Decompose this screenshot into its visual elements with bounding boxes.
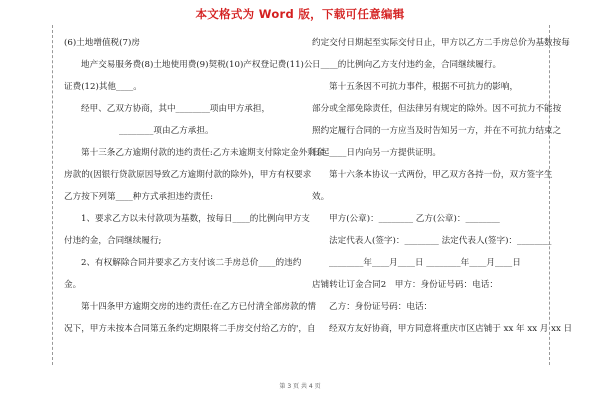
signature-line: 法定代表人(签字)：________ 法定代表人(签字)：________: [329, 236, 552, 246]
left-line: ________项由乙方承担。: [119, 126, 214, 136]
left-line: 1、要求乙方以未付款项为基数，按每日____的比例向甲方支: [81, 214, 310, 224]
right-line: 经双方友好协商，甲方同意将重庆市区店铺于 xx 年 xx 月 xx 日: [329, 324, 573, 334]
left-line: 第十四条甲方逾期交房的违约责任:在乙方已付清全部房款的情: [81, 302, 316, 312]
right-line: 乙方：身份证号码：电话：: [329, 302, 433, 312]
left-text-column: [64, 32, 325, 340]
page-footer: 第 3 页 共 4 页: [279, 383, 321, 390]
right-line: 日____的比例向乙方支付违约金，合同继续履行。: [312, 60, 502, 70]
right-line: 效。: [312, 192, 330, 202]
left-line: 第十三条乙方逾期付款的违约责任:乙方未逾期支付除定金外剩余: [81, 148, 325, 158]
left-line: 况下，甲方未按本合同第五条约定期限将二手房交付给乙方的'，自: [64, 324, 316, 334]
left-line: 地产交易服务费(8)土地使用费(9)契税(10)产权登记费(11)公: [81, 60, 313, 70]
right-line: 第十六条本协议一式两份，甲乙双方各持一份，双方签字生: [329, 170, 553, 180]
right-line: 第十五条因不可抗力事件，根据不可抗力的影响，: [329, 82, 519, 92]
left-line: 金。: [64, 280, 82, 290]
right-line: 约定交付日期起至实际交付日止，甲方以乙方二手房总价为基数按每: [312, 38, 570, 48]
right-line: 部分或全部免除责任，但法律另有规定的除外。因不可抗力不能按: [312, 104, 562, 114]
left-line: 房款的(因银行贷款原因导致乙方逾期付款的除外)，甲方有权要求: [64, 170, 312, 180]
left-line: 2、有权解除合同并要求乙方支付该二手房总价____的违约: [81, 258, 302, 268]
left-line: (6)土地增值税(7)房: [64, 38, 140, 48]
date-line: ________年____月____日 ________年____月____日: [329, 258, 521, 268]
right-text-column: [312, 32, 573, 340]
document-banner: 本文格式为 Word 版，下载可任意编辑: [195, 7, 405, 21]
left-line: 付违约金，合同继续履行;: [64, 236, 162, 246]
page-left-border: [52, 25, 53, 365]
right-line: 日起____日内向另一方提供证明。: [312, 148, 441, 158]
right-line: 店铺转让订金合同2 甲方：身份证号码：电话：: [312, 280, 498, 290]
left-line: 经甲、乙双方协商，其中________项由甲方承担，: [81, 104, 271, 114]
signature-line: 甲方(公章)：________ 乙方(公章)：________: [329, 214, 500, 224]
left-line: 证费(12)其他____。: [64, 82, 142, 92]
left-line: 乙方按下列第____种方式承担违约责任:: [64, 192, 213, 202]
page-right-border: [549, 25, 550, 365]
right-line: 照约定履行合同的一方应当及时告知另一方，并在不可抗力结束之: [312, 126, 562, 136]
